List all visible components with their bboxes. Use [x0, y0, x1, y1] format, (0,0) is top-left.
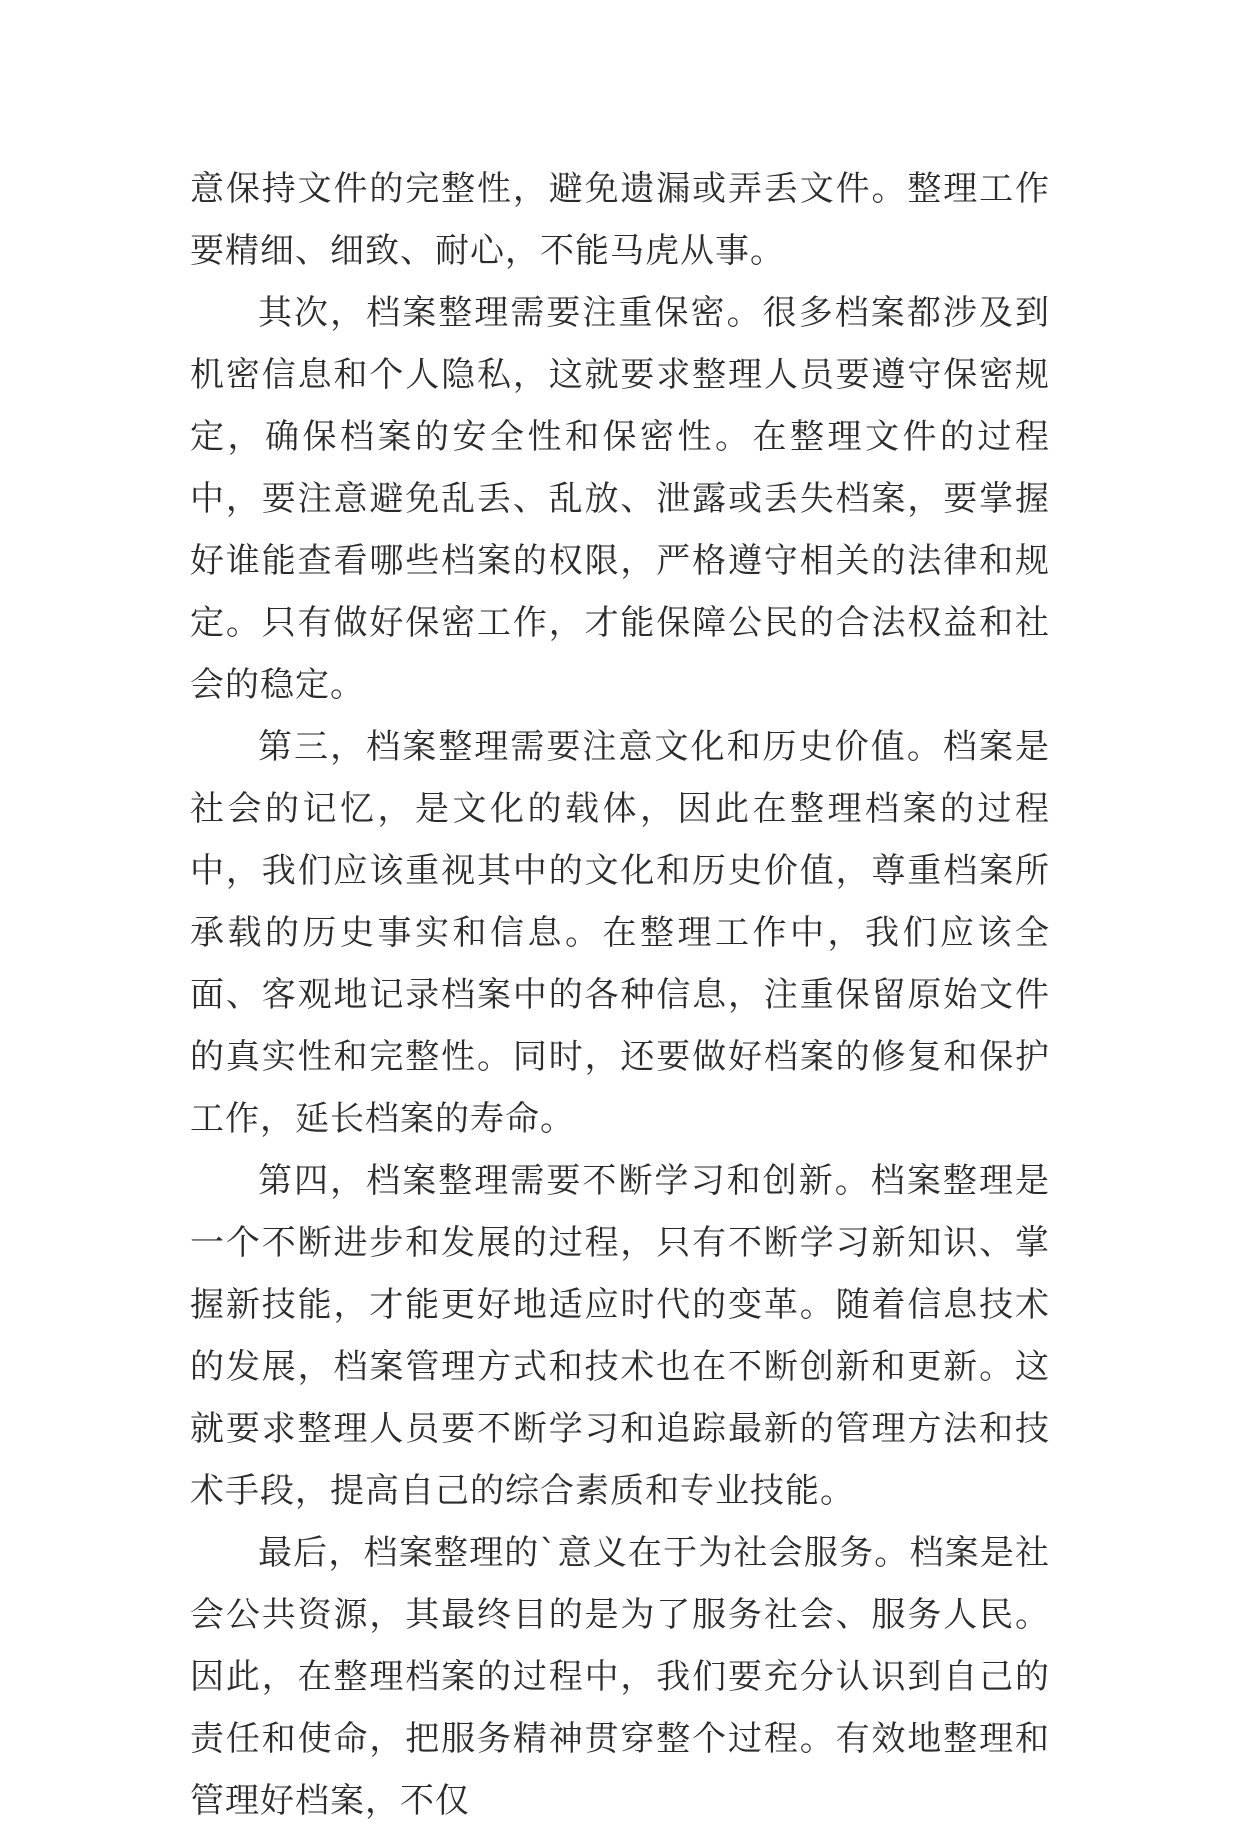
paragraph-confidentiality: 其次，档案整理需要注重保密。很多档案都涉及到机密信息和个人隐私，这就要求整理人员要遵守保密规定，确保档案的安全性和保密性。在整理文件的过程中，要注意避免乱丢、乱放、泄露或丢失档案，要掌握好谁能查看哪些档案的权限，严格遵守相关的法律和规定。只有做好保密工作，才能保障公民的合法权益和社会的稳定。 — [190, 293, 1050, 705]
paragraph-learning-innovation: 第四，档案整理需要不断学习和创新。档案整理是一个不断进步和发展的过程，只有不断学习新知识、掌握新技能，才能更好地适应时代的变革。随着信息技术的发展，档案管理方式和技术也在不断创新和更新。这就要求整理人员要不断学习和追踪最新的管理方法和技术手段，提高自己的综合素质和专业技能。 — [190, 1161, 1050, 1511]
paragraph-cultural-value: 第三，档案整理需要注意文化和历史价值。档案是社会的记忆，是文化的载体，因此在整理档案的过程中，我们应该重视其中的文化和历史价值，尊重档案所承载的历史事实和信息。在整理工作中，我们应该全面、客观地记录档案中的各种信息，注重保留原始文件的真实性和完整性。同时，还要做好档案的修复和保护工作，延长档案的寿命。 — [190, 727, 1050, 1139]
paragraph-social-service: 最后，档案整理的`意义在于为社会服务。档案是社会公共资源，其最终目的是为了服务社会、服务人民。因此，在整理档案的过程中，我们要充分认识到自己的责任和使命，把服务精神贯穿整个过程。有效地整理和管理好档案，不仅 — [190, 1533, 1050, 1821]
document-body — [190, 158, 1050, 1832]
paragraph-continued: 意保持文件的完整性，避免遗漏或弄丢文件。整理工作要精细、细致、耐心，不能马虎从事。 — [190, 169, 1050, 271]
